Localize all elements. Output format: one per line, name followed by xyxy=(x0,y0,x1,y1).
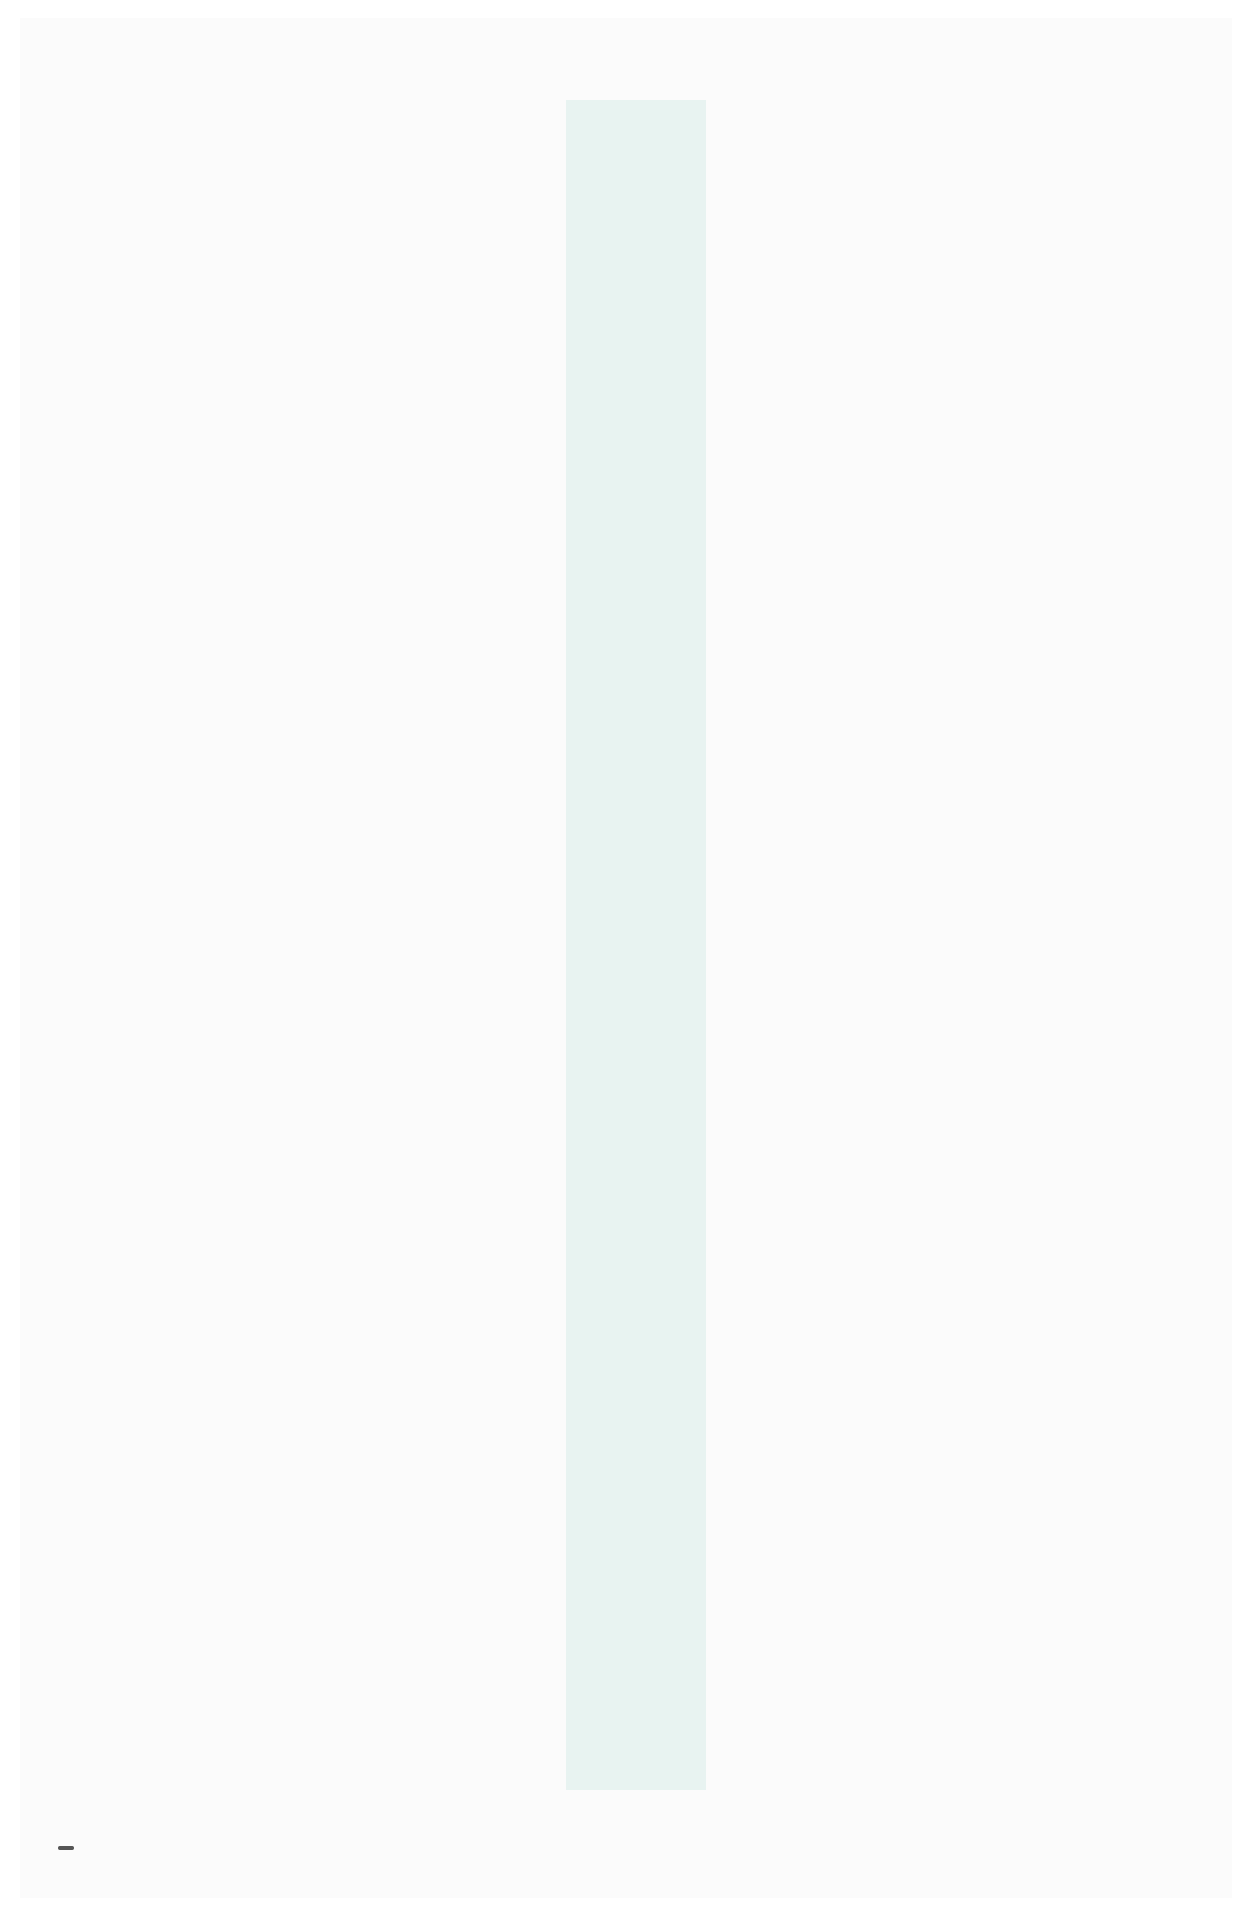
tip-strip xyxy=(566,100,706,1790)
page-number xyxy=(58,1846,74,1850)
